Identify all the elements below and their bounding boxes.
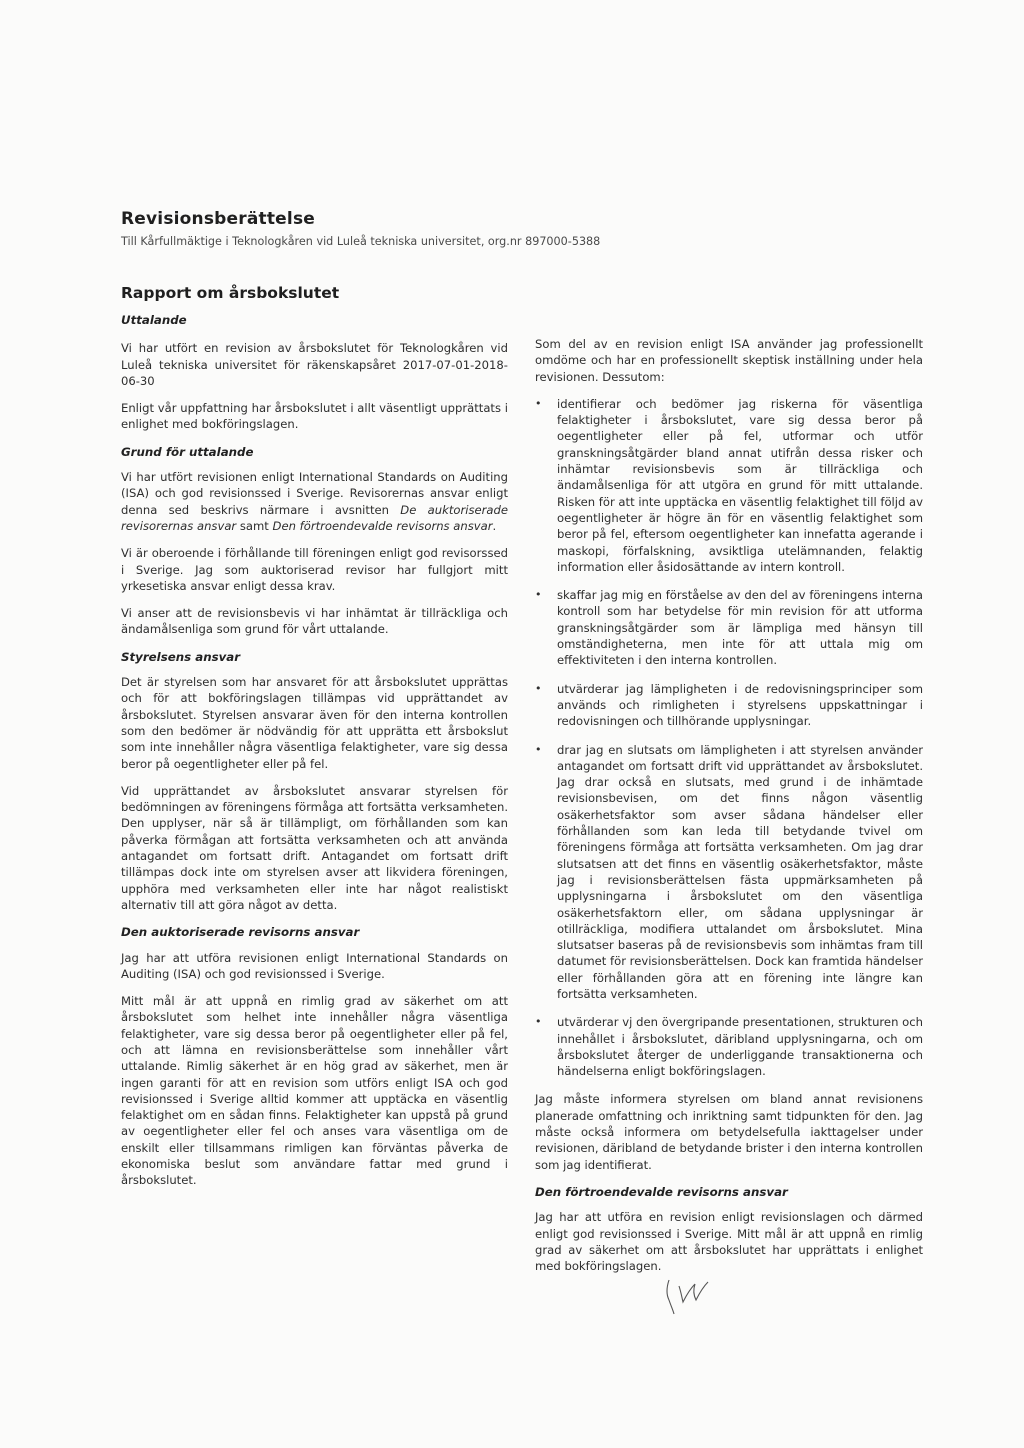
list-item-text: utvärderar vj den övergripande presentationen, strukturen och innehållet i årsbokslutet, däribland upplysningarna, och om årsbokslutet återger de underliggande transaktionerna och händelserna enligt bokföringslagen.: [557, 1015, 923, 1079]
list-item-text: skaffar jag mig en förståelse av den del av föreningens interna kontroll som har betydelse för min revision för att utforma granskningsåtgärder som är lämpliga med hänsyn till omständigheterna, men inte för att uttala mig om effektiviteten i den interna kontrollen.: [557, 588, 923, 668]
list-item-text: identifierar och bedömer jag riskerna för väsentliga felaktigheter i årsbokslutet, vare sig dessa beror på oegentligheter eller på fel, utformar och utför granskningsåtgärder bland annat utifrån dessa risker och inhämtar revisionsbevis som är tillräckliga och ändamålsenliga för att utgöra en grund för mitt uttalande. Risken för att inte upptäcka en väsentlig felaktighet till följd av oegentligheter är högre än för en väsentlig felaktighet som beror på fel, eftersom oegentligheter kan innefatta agerande i maskopi, förfalskning, avsiktliga utelämnanden, felaktig information eller åsidosättande av intern kontroll.: [557, 396, 923, 574]
left-column: [121, 312, 508, 1200]
text-segment: .: [492, 518, 497, 533]
paragraph-styrelsen-2: Vid upprättandet av årsbokslutet ansvarar styrelsen för bedömningen av föreningens förmåga att fortsätta verksamheten. Den upplyser, när så är tillämpligt, om förhållanden som kan påverka förmågan att fortsätta verksamheten och att använda antagandet om fortsatt drift. Antagandet om fortsatt drift tillämpas dock inte om styrelsen avser att likvidera föreningen, upphöra med verksamheten eller inte har något realistiskt alternativ till att göra något av detta.: [121, 783, 508, 912]
section-title: Rapport om årsbokslutet: [121, 284, 340, 302]
list-item: [535, 396, 923, 575]
paragraph-uttalande: Vi har utfört en revision av årsbokslutet för Teknologkåren vid Luleå tekniska universitet för räkenskapsåret 2017-07-01-2018-06-30: [121, 341, 508, 388]
paragraph-auktoriserade-2: Mitt mål är att uppnå en rimlig grad av säkerhet om att årsbokslutet som helhet inte innehåller några väsentliga felaktigheter, vare sig dessa beror på oegentligheter eller på fel, och att lämna en revisionsberättelse som innehåller vårt uttalande. Rimlig säkerhet är en hög grad av säkerhet, men är ingen garanti för att en revision som utförs enligt ISA och god revisionssed i Sverige alltid kommer att upptäcka en väsentlig felaktighet om en sådan finns. Felaktigheter kan uppstå på grund av oegentligheter eller fel och anses vara väsentliga om de enskilt eller tillsammans rimligen kan förväntas påverka de ekonomiska beslut som användare fattar med grund i årsbokslutet.: [121, 994, 508, 1188]
text-segment: Vi har utfört revisionen enligt International Standards on Auditing (ISA) och god revisionssed i Sverige. Revisorernas ansvar enligt denna sed beskrivs närmare i avsnitten: [121, 470, 508, 517]
emphasis-auktoriserade: De auktoriserade revisorernas ansvar: [121, 502, 509, 533]
paragraph-auktoriserade-1: Jag har att utföra revisionen enligt International Standards on Auditing (ISA) och god revisionssed i Sverige.: [121, 950, 508, 981]
paragraph-grund: [121, 469, 508, 534]
text-segment: samt: [236, 518, 273, 533]
bullet-icon: •: [535, 742, 542, 756]
heading-fortroendevalde: Den förtroendevalde revisorns ansvar: [535, 1184, 788, 1199]
paragraph-oberoende: Vi är oberoende i förhållande till föreningen enligt god revisorssed i Sverige. Jag som auktoriserad revisor har fullgjort mitt yrkesetiska ansvar enligt dessa krav.: [121, 546, 508, 593]
bullet-icon: •: [535, 1015, 542, 1029]
bullet-icon: •: [535, 588, 542, 602]
paragraph-isa: Som del av en revision enligt ISA använder jag professionellt omdöme och har en professionellt skeptisk inställning under hela revisionen. Dessutom:: [535, 337, 923, 384]
heading-styrelsen: Styrelsens ansvar: [121, 649, 241, 664]
document-subtitle: Till Kårfullmäktige i Teknologkåren vid Luleå tekniska universitet, org.nr 897000-5388: [121, 235, 601, 248]
heading-grund: Grund för uttalande: [121, 444, 254, 459]
list-item: [535, 1014, 923, 1079]
list-item: [535, 587, 923, 668]
bullet-list: [535, 396, 923, 1080]
heading-auktoriserade: Den auktoriserade revisorns ansvar: [121, 925, 360, 940]
paragraph-informera: Jag måste informera styrelsen om bland annat revisionens planerade omfattning och inriktning samt tidpunkten för den. Jag måste också informera om betydelsefulla iakttagelser under revisionen, däribland de betydande brister i den interna kontrollen som jag identifierat.: [535, 1092, 923, 1172]
paragraph-fortroendevalde: Jag har att utföra en revision enligt revisionslagen och därmed enligt god revisionssed i Sverige. Mitt mål är att uppnå en rimlig grad av säkerhet om att årsbokslutet har upprättats i enlighet med bokföringslagen.: [535, 1210, 923, 1274]
list-item-text: drar jag en slutsats om lämpligheten i att styrelsen använder antagandet om fortsatt drift vid upprättandet av årsbokslutet. Jag drar också en slutsats, med grund i de inhämtade revisionsbevisen, om det finns någon väsentlig osäkerhetsfaktor som avser sådana händelser eller förhållanden som kan leda till betydande tvivel om föreningens förmåga att fortsätta verksamheten. Om jag drar slutsatsen att det finns en väsentlig osäkerhetsfaktor, måste jag i revisionsberättelsen fästa uppmärksamheten på upplysningarna i årsbokslutet om den väsentliga osäkerhetsfaktorn eller, om sådana upplysningar är otillräckliga, modifiera uttalandet om årsbokslutet. Mina slutsatser baseras på de revisionsbevis som inhämtas fram till datumet för revisionsberättelsen. Dock kan framtida händelser eller förhållanden göra att en förening inte längre kan fortsätta verksamheten.: [557, 742, 923, 1001]
paragraph-uppfattning: Enligt vår uppfattning har årsbokslutet i allt väsentligt upprättats i enlighet med bokföringslagen.: [121, 401, 508, 432]
right-column: [535, 336, 923, 1285]
list-item-text: utvärderar jag lämpligheten i de redovisningsprinciper som används och rimligheten i styrelsens uppskattningar i redovisningen och tillhörande upplysningar.: [557, 681, 923, 729]
paragraph-styrelsen-1: Det är styrelsen som har ansvaret för att årsbokslutet upprättas och för att bokföringslagen tillämpas vid upprättandet av årsbokslutet. Styrelsen ansvarar även för den interna kontrollen som den bedömer är nödvändig för att upprätta ett årsbokslut som inte innehåller några väsentliga felaktigheter, vare sig dessa beror på oegentligheter eller på fel.: [121, 675, 508, 771]
paragraph-revisionsbevis: Vi anser att de revisionsbevis vi har inhämtat är tillräckliga och ändamålsenliga som grund för vårt uttalande.: [121, 606, 508, 637]
list-item: [535, 681, 923, 730]
initials-signature: [663, 1276, 711, 1316]
bullet-icon: •: [535, 681, 542, 695]
list-item: [535, 742, 923, 1003]
document-title: Revisionsberättelse: [121, 209, 315, 229]
bullet-icon: •: [535, 396, 542, 410]
emphasis-fortroendevalde: Den förtroendevalde revisorns ansvar: [272, 518, 493, 533]
heading-uttalande: Uttalande: [121, 313, 187, 327]
